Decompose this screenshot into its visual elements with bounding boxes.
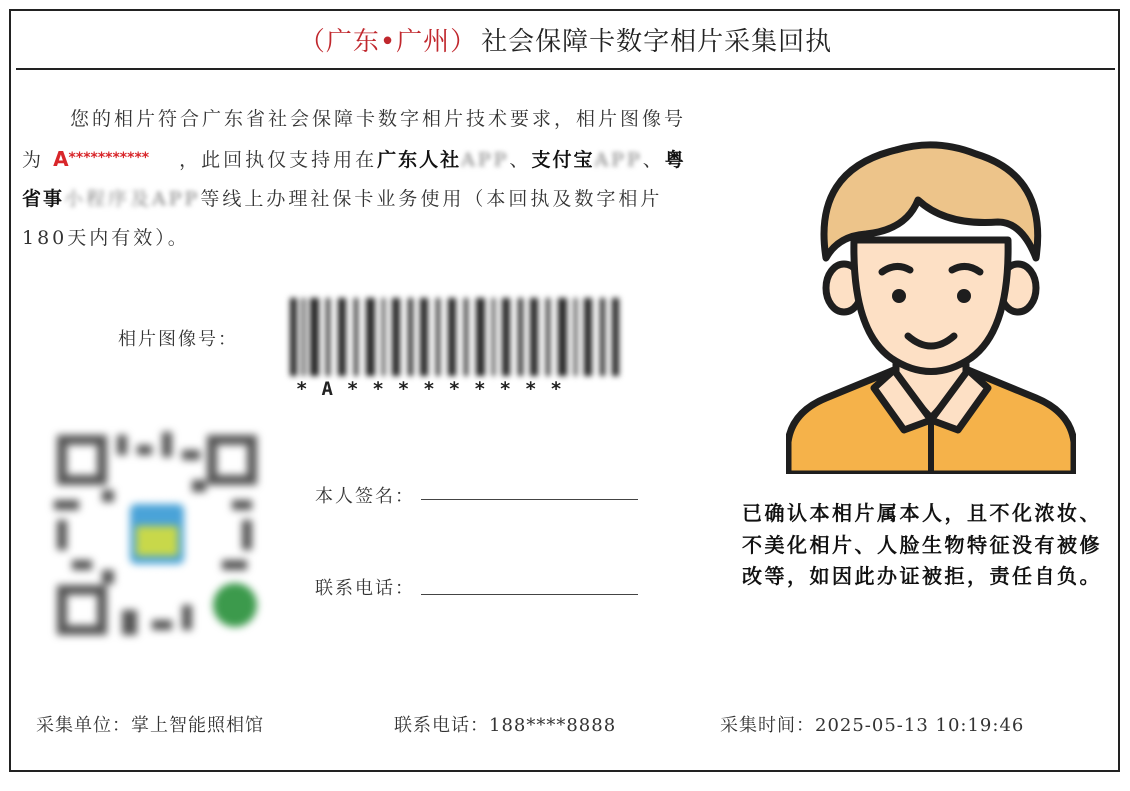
title-text: 社会保障卡数字相片采集回执 — [481, 27, 833, 57]
barcode-caption: *A********* — [296, 378, 576, 400]
app-name-3: 粤省事 — [22, 149, 686, 210]
app-name-1: 广东人社 — [377, 149, 462, 171]
intro-text-3: 等线上办理社保卡业务使用（本回执及数字相片180天内有效）。 — [22, 188, 663, 249]
confirmation-statement: 已确认本相片属本人，且不化浓妆、不美化相片、人脸生物特征没有被修改等，如因此办证被拒，责任自负。 — [742, 501, 1102, 588]
title-region: （广东•广州） — [298, 27, 478, 57]
blurred-text-3: 小程序及APP — [64, 188, 201, 210]
intro-text-1: 您的相片符合广东省社会保障卡数字相片技术要求，相片图像号为 — [22, 108, 687, 171]
phone-label: 联系电话： — [315, 578, 415, 599]
footer-unit: 采集单位：掌上智能照相馆 — [36, 715, 264, 736]
blurred-text-1: APP — [461, 149, 510, 171]
photo-id-label: 相片图像号： — [118, 329, 238, 350]
avatar-illustration-icon — [786, 130, 1076, 474]
footer-phone: 联系电话：188****8888 — [394, 715, 617, 736]
footer-time: 采集时间：2025-05-13 10:19:46 — [720, 715, 1025, 736]
intro-text-2: ，此回执仅支持用在 — [179, 149, 378, 171]
signature-field[interactable] — [421, 499, 638, 500]
image-code: A*********** — [53, 147, 150, 171]
app-name-2: 支付宝 — [531, 149, 595, 171]
signature-label: 本人签名： — [315, 486, 415, 507]
phone-field[interactable] — [421, 594, 638, 595]
page-title — [16, 20, 1115, 70]
qr-code-icon — [42, 420, 272, 650]
barcode-icon — [286, 298, 624, 376]
intro-paragraph: 您的相片符合广东省社会保障卡数字相片技术要求，相片图像号为 A*********** ，此回执仅支持用在广东人社APP、支付宝APP、粤省事小程序及APP等线上办理社保卡业务使用（本回执及数字相片180天内有效）。 — [22, 108, 687, 249]
blurred-text-2: APP — [594, 149, 643, 171]
